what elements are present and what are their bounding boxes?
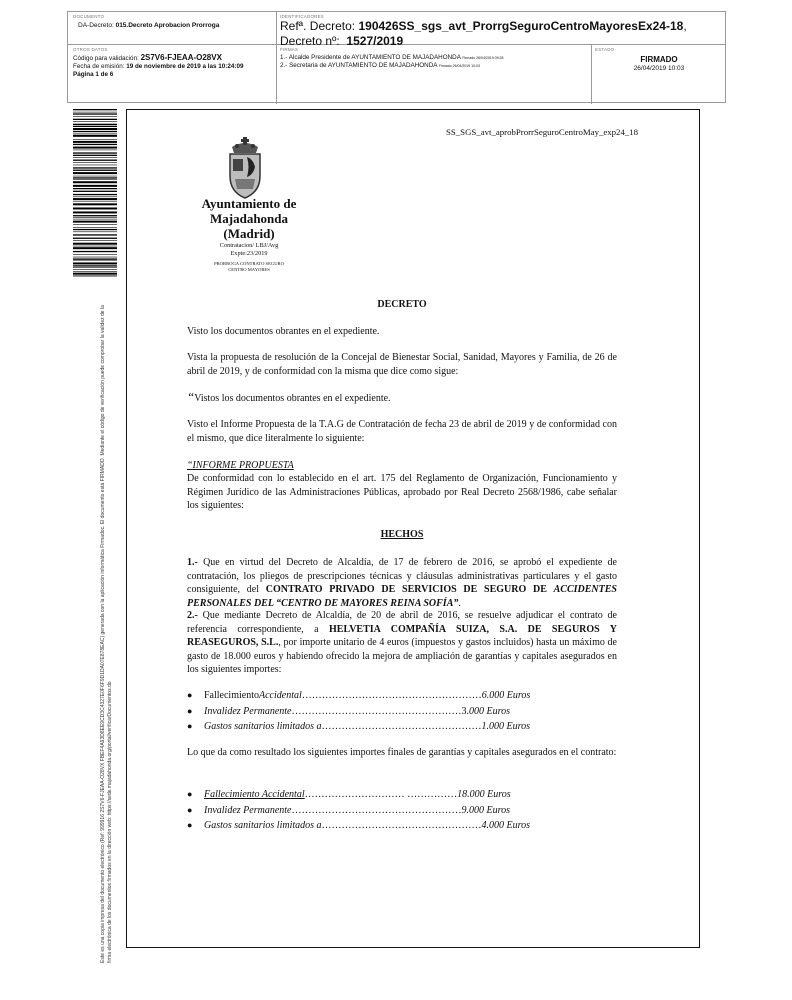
expediente-info: Contratacion/ LBJ/Avg Expte:23/2019 [219,242,279,257]
decreto-number: Decreto nº: 1527/2019 [280,34,404,48]
paragraph-conformidad: De conformidad con lo establecido en el art. 175 del Reglamento de Organización, Funcionamiento y Régimen Jurídico de las Administraciones Públicas, aprobado por Real Decreto 2568/1986, cabe señalar los siguientes: [187,473,617,511]
verification-side-text: Este es una copia impresa del documento electrónico (Ref: 999916 2S7V6-FJEAA-O28VX FBEF4A93D8EE9CD3C4327E0F6F9D1DA07E878EAC) generada con la aplicación informática Firmadoc. El documento está FIRMADO. Mediante el código de verificación puede comprobar la validez de la firma electrónica de los documentos firmados en la dirección web: https://sede.majadahonda.org/portal/verificarDocumentos.do [100,305,113,963]
paragraph-vistos: Visto los documentos obrantes en el expediente. [187,326,380,337]
garantias-list-initial [187,689,617,736]
firmas-label: FIRMAS [280,47,299,52]
informe-propuesta-heading: “INFORME PROPUESTA [187,460,294,471]
barcode-image [73,109,117,277]
ref-decreto: Refª. Decreto: 190426SS_sgs_avt_ProrrgSeguroCentroMayoresEx24-18, [280,19,687,33]
list-item: ● Gastos sanitarios limitados a ………………………………………… 1.000 Euros [187,721,531,732]
document-ref-code: SS_SGS_avt_aprobProrrSeguroCentroMay_exp24_18 [446,127,639,137]
bullet-icon: ● [187,690,193,700]
firma-1: 1.- Alcalde Presidente de AYUNTAMIENTO DE MAJADAHONDA Firmado 26/04/2019 09:28 [280,54,504,61]
coat-of-arms-icon [220,137,270,201]
paragraph-vistos-quote: “Vistos los documentos obrantes en el expediente. [187,389,391,404]
fecha-emision: Fecha de emisión: 19 de noviembre de 2019 a las 10:24:09 [73,63,244,70]
firma-2: 2.- Secretaria de AYUNTAMIENTO DE MAJADAHONDA Firmado 26/04/2019 10:03 [280,62,480,69]
pagina-indicator: Página 1 de 6 [73,71,114,78]
estado-date: 26/04/2019 10:03 [633,65,685,72]
firmas-cell [280,47,588,70]
identificadores-cell [280,14,724,49]
estado-label: ESTADO [595,47,615,52]
document-header [67,11,726,103]
bullet-icon: ● [187,721,193,731]
document-title: DECRETO [377,299,427,310]
hecho-2: 2.- Que mediante Decreto de Alcaldía, de 20 de abril de 2016, se resuelve adjudicar el contrato de referencia correspondiente, a HELVETIA COMPAÑÍA SUIZA, S.A. DE SEGUROS Y REASEGUROS, S.L., por importe unitario de 4 euros (impuestos y gastos incluidos) hasta un máximo de gasto de 18.000 euros y habiendo ofrecido la mejora de ampliación de garantías y capitales asegurados en los siguientes importes: [187,610,617,675]
paragraph-propuesta: Vista la propuesta de resolución de la Concejal de Bienestar Social, Sanidad, Mayores y Familia, de 26 de abril de 2019, y de conformidad con la misma que dice como sigue: [187,352,617,377]
hechos-heading: HECHOS [380,529,424,540]
documento-cell [73,14,273,29]
garantias-list-final [187,788,617,835]
paragraph-informe: Visto el Informe Propuesta de la T.A.G de Contratación de fecha 23 de abril de 2019 y de conformidad con el mismo, que dice literalmente lo siguiente: [187,419,617,444]
bullet-icon: ● [187,789,193,799]
codigo-validacion: Código para validación: 2S7V6-FJEAA-O28VX [73,53,222,62]
otros-datos-label: OTROS DATOS [73,47,108,52]
ayuntamiento-name: Ayuntamiento de Majadahonda (Madrid) [201,196,297,241]
documento-label: DOCUMENTO [73,14,105,19]
list-item: ● Invalidez Permanente …………………………………………… 9.000 Euros [187,804,511,816]
list-item: ● Fallecimiento Accidental ……………………………………………… 6.000 Euros [187,690,531,701]
list-item: ● Fallecimiento Accidental ………………………… …………… 18.000 Euros [187,789,511,800]
hecho-1: 1.- Que en virtud del Decreto de Alcaldía, de 17 de febrero de 2016, se aprobó el expediente de contratación, los pliegos de prescripciones técnicas y cláusulas administrativas particulares y el gasto consiguiente, del CONTRATO PRIVADO DE SERVICIOS DE SEGURO DE ACCIDENTES PERSONALES DEL “CENTRO DE MAYORES REINA SOFÍA”. [187,557,617,609]
documento-value: DA-Decreto: 015.Decreto Aprobacion Prorroga [78,22,220,29]
list-item: ● Invalidez Permanente ……………………………………………3. 000 Euros [187,705,511,717]
identificadores-label: IDENTIFICADORES [280,14,325,19]
bullet-icon: ● [187,705,193,716]
otros-datos-cell [73,47,273,79]
estado-cell [595,47,723,72]
bullet-icon: ● [187,804,193,815]
expediente-subject: PRORROGA CONTRATO SEGURO CENTRO MAYORES [214,261,284,272]
estado-value: FIRMADO [640,55,678,64]
bullet-icon: ● [187,820,193,830]
paragraph-resultado: Lo que da como resultado los siguientes importes finales de garantías y capitales asegurados en el contrato: [187,747,617,758]
list-item: ● Gastos sanitarios limitados a ………………………………………… 4.000 Euros [187,820,531,831]
